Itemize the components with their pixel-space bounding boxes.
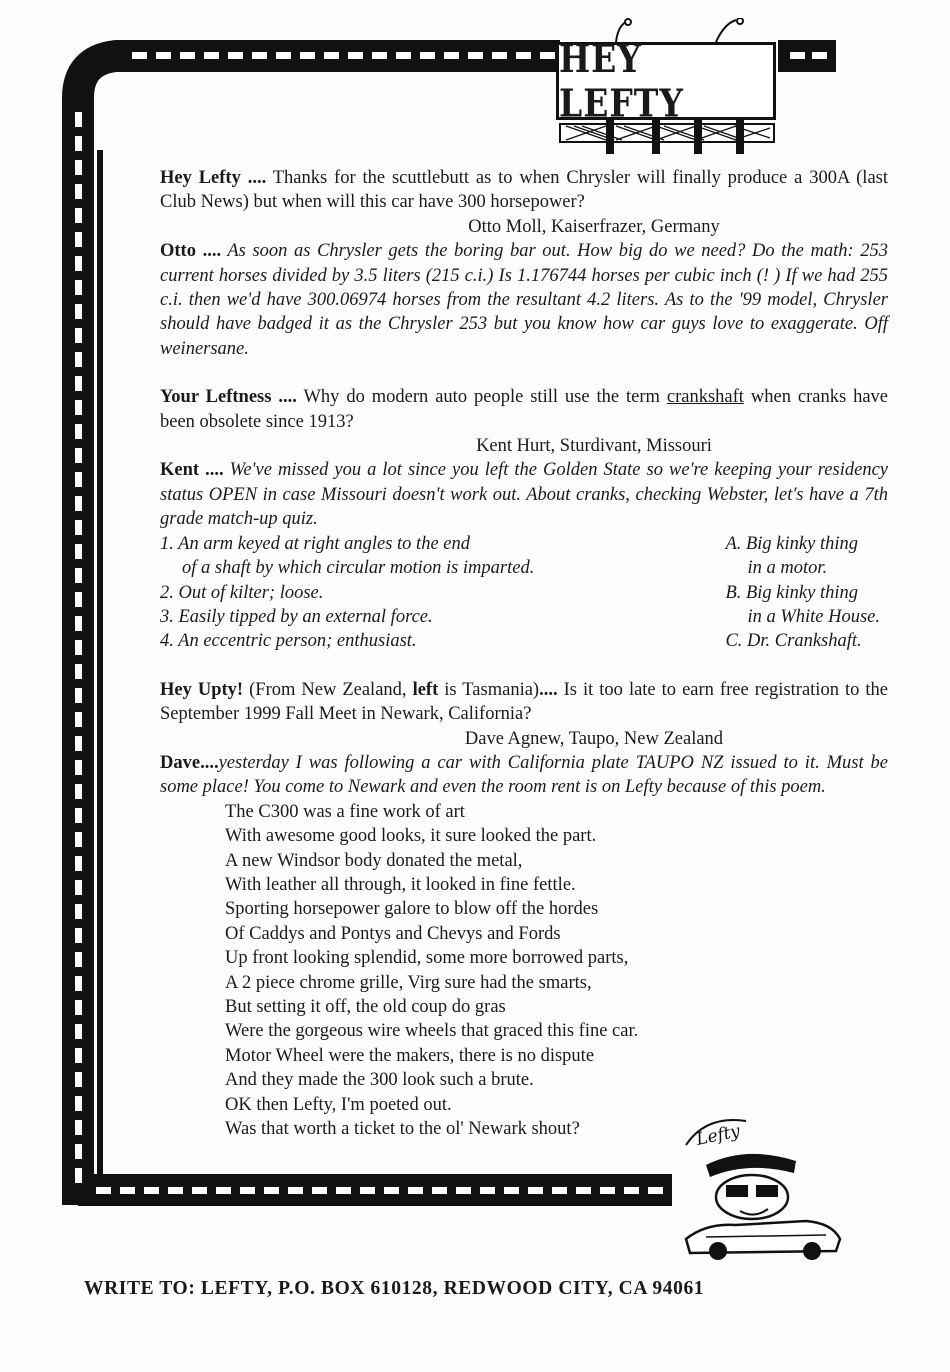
perforation	[144, 1187, 159, 1194]
perforation	[75, 112, 82, 127]
perforation	[96, 1187, 111, 1194]
poem-line: Was that worth a ticket to the ol' Newark shout?	[225, 1119, 580, 1140]
letter2-reply-text: We've missed you a lot since you left the Golden State so we're keeping your residency status OPEN in case Missouri doesn't work out. About cranks, checking Webster, let's have a 7th grade match-up quiz.	[160, 460, 888, 530]
poem-line: But setting it off, the old coup do gras	[225, 997, 506, 1017]
perforation	[468, 52, 483, 59]
letter1-reply-text: As soon as Chrysler gets the boring bar out. How big do we need? Do the math: 253 current horses divided by 3.5 liters (215 c.i.) Is 1.176744 horses per cubic inch (! ) If we had 255 c.i. then we'd have 300.06974 horses from the resultant 4.2 liters. As to the '99 model, Chrysler should have badged it as the Chrysler 253 but you know how car guys love to exaggerate. Off weinersane.	[160, 241, 888, 359]
perforation	[540, 52, 555, 59]
perforation	[552, 1187, 567, 1194]
quiz-definitions	[160, 532, 534, 654]
letter3-reply	[160, 751, 888, 800]
letter2-reply	[160, 458, 888, 531]
perforation	[252, 52, 267, 59]
perforation	[75, 1096, 82, 1111]
perforation	[132, 52, 147, 59]
perforation	[480, 1187, 495, 1194]
perforation	[264, 1187, 279, 1194]
perforation	[432, 1187, 447, 1194]
perforation	[75, 328, 82, 343]
perforation	[444, 52, 459, 59]
letter1-reply-name: Otto ....	[160, 241, 222, 262]
perforation	[75, 376, 82, 391]
perforation	[120, 1187, 135, 1194]
perforation	[168, 1187, 183, 1194]
poem-line: With leather all through, it looked in fine fettle.	[225, 874, 576, 895]
poem-line: Of Caddys and Pontys and Chevys and Fords	[225, 923, 561, 944]
letter2-signature: Kent Hurt, Sturdivant, Missouri	[476, 436, 712, 457]
quiz-answer: B. Big kinky thing	[725, 582, 858, 603]
poem	[160, 800, 888, 1142]
perforation	[192, 1187, 207, 1194]
perforation	[75, 688, 82, 703]
letter3-signature: Dave Agnew, Taupo, New Zealand	[464, 728, 724, 749]
quiz-item: 4. An eccentric person; enthusiast.	[160, 631, 417, 652]
perforation	[408, 1187, 423, 1194]
perforation	[504, 1187, 519, 1194]
perforation	[75, 952, 82, 967]
perforation	[384, 1187, 399, 1194]
perforation	[75, 136, 82, 151]
letter2-underlined-term: crankshaft	[666, 387, 744, 408]
perforation	[75, 472, 82, 487]
letter3-reply-text: yesterday I was following a car with California plate TAUPO NZ issued to it. Must be some place! You come to Newark and even the room rent is on Lefty because of this poem.	[160, 752, 888, 798]
perforation	[600, 1187, 615, 1194]
perforation	[75, 208, 82, 223]
perforation	[156, 52, 171, 59]
mailing-address: WRITE TO: LEFTY, P.O. BOX 610128, REDWOOD CITY, CA 94061	[84, 1278, 705, 1299]
perforation	[75, 832, 82, 847]
perforation	[75, 448, 82, 463]
perforation	[75, 592, 82, 607]
perforation	[324, 52, 339, 59]
letter2-salutation: Your Leftness ....	[160, 387, 297, 408]
letter1-body: Thanks for the scuttlebutt as to when Chrysler will finally produce a 300A (last Club News) but when will this car have 300 horsepower?	[160, 168, 888, 213]
perforation	[348, 52, 363, 59]
perforation	[516, 52, 531, 59]
perforation	[216, 1187, 231, 1194]
perforation	[300, 52, 315, 59]
poem-line: And they made the 300 look such a brute.	[225, 1070, 534, 1091]
letter3-paren-close: is Tasmania)	[438, 679, 540, 700]
perforation	[75, 616, 82, 631]
sign-board	[556, 36, 776, 126]
letter1-reply	[160, 239, 888, 361]
perforation	[75, 232, 82, 247]
quiz-item: 1. An arm keyed at right angles to the end	[160, 533, 470, 554]
letter3-question	[160, 678, 888, 727]
perforation	[75, 496, 82, 511]
poem-line: A new Windsor body donated the metal,	[225, 850, 523, 871]
letter3-paren-open: (From New Zealand,	[243, 679, 413, 700]
perforation	[75, 1024, 82, 1039]
quiz-answer: in a White House.	[747, 606, 880, 627]
perforation	[240, 1187, 255, 1194]
letter2-question	[160, 385, 888, 434]
perforation	[75, 880, 82, 895]
poem-line: Were the gorgeous wire wheels that graced this fine car.	[225, 1021, 639, 1042]
lefty-mascot-icon	[676, 1105, 846, 1265]
perforation	[276, 52, 291, 59]
poem-line: Motor Wheel were the makers, there is no dispute	[225, 1045, 595, 1066]
perforation	[75, 928, 82, 943]
perforation	[420, 52, 435, 59]
letter1-signature: Otto Moll, Kaiserfrazer, Germany	[468, 216, 720, 237]
perforation	[312, 1187, 327, 1194]
perforation	[75, 304, 82, 319]
perforation	[75, 160, 82, 175]
poem-line: OK then Lefty, I'm poeted out.	[225, 1094, 452, 1115]
letter2-body-before: Why do modern auto people still use the term	[296, 387, 667, 408]
letter3-body: Is it too late to earn free registration to the September 1999 Fall Meet in Newark, California?	[160, 679, 888, 725]
letter3-dots: ....	[539, 679, 558, 700]
perforation	[75, 808, 82, 823]
perforation	[75, 1000, 82, 1015]
perforation	[75, 856, 82, 871]
perforation	[75, 760, 82, 775]
sign-title: HEY LEFTY	[559, 36, 684, 126]
perforation	[648, 1187, 663, 1194]
perforation	[360, 1187, 375, 1194]
crank-quiz	[160, 532, 888, 654]
perforation	[75, 712, 82, 727]
perforation	[75, 640, 82, 655]
perforation	[75, 568, 82, 583]
perforation	[75, 1144, 82, 1159]
mascot-signature: Lefty	[694, 1121, 742, 1150]
perforation	[75, 784, 82, 799]
quiz-answer: C. Dr. Crankshaft.	[725, 631, 862, 652]
perforation	[75, 1048, 82, 1063]
perforation	[75, 424, 82, 439]
poem-line: The C300 was a fine work of art	[225, 801, 465, 822]
letters-column	[160, 166, 888, 1141]
perforation	[75, 544, 82, 559]
perforation	[288, 1187, 303, 1194]
perforation	[75, 664, 82, 679]
perforation	[75, 184, 82, 199]
perforation	[456, 1187, 471, 1194]
perforation	[492, 52, 507, 59]
perforation	[576, 1187, 591, 1194]
perforation	[75, 280, 82, 295]
quiz-answer: in a motor.	[747, 558, 828, 579]
perforation	[204, 52, 219, 59]
perforation	[396, 52, 411, 59]
poem-line: With awesome good looks, it sure looked the part.	[225, 826, 597, 847]
perforation	[790, 52, 805, 59]
letter3-paren-bold: left	[412, 679, 439, 700]
perforation	[75, 1120, 82, 1135]
quiz-item: 2. Out of kilter; loose.	[160, 582, 324, 603]
quiz-answers	[725, 532, 888, 654]
perforation	[75, 256, 82, 271]
perforation	[75, 904, 82, 919]
perforation	[75, 1072, 82, 1087]
quiz-answer: A. Big kinky thing	[725, 533, 858, 554]
perforation	[812, 52, 827, 59]
perforation	[75, 1168, 82, 1183]
quiz-item: of a shaft by which circular motion is imparted.	[182, 558, 535, 579]
perforation	[528, 1187, 543, 1194]
perforation	[75, 400, 82, 415]
perforation	[180, 52, 195, 59]
perforation	[228, 52, 243, 59]
perforation	[372, 52, 387, 59]
letter2-reply-name: Kent ....	[160, 460, 224, 481]
letter2-body-after: when cranks have been obsolete since 1913?	[160, 387, 889, 432]
poem-line: Sporting horsepower galore to blow off the hordes	[225, 899, 599, 920]
letter3-reply-name: Dave....	[160, 752, 219, 773]
perforation	[75, 736, 82, 751]
hey-lefty-sign	[556, 18, 782, 158]
perforation	[624, 1187, 639, 1194]
letter1-salutation: Hey Lefty ....	[160, 168, 267, 188]
letter3-salutation: Hey Upty!	[160, 679, 244, 700]
perforation	[75, 520, 82, 535]
letter1-question	[160, 166, 888, 215]
poem-line: Up front looking splendid, some more borrowed parts,	[225, 948, 629, 969]
perforation	[75, 352, 82, 367]
quiz-item: 3. Easily tipped by an external force.	[160, 606, 433, 627]
perforation	[75, 976, 82, 991]
perforation	[336, 1187, 351, 1194]
poem-line: A 2 piece chrome grille, Virg sure had the smarts,	[225, 972, 592, 993]
